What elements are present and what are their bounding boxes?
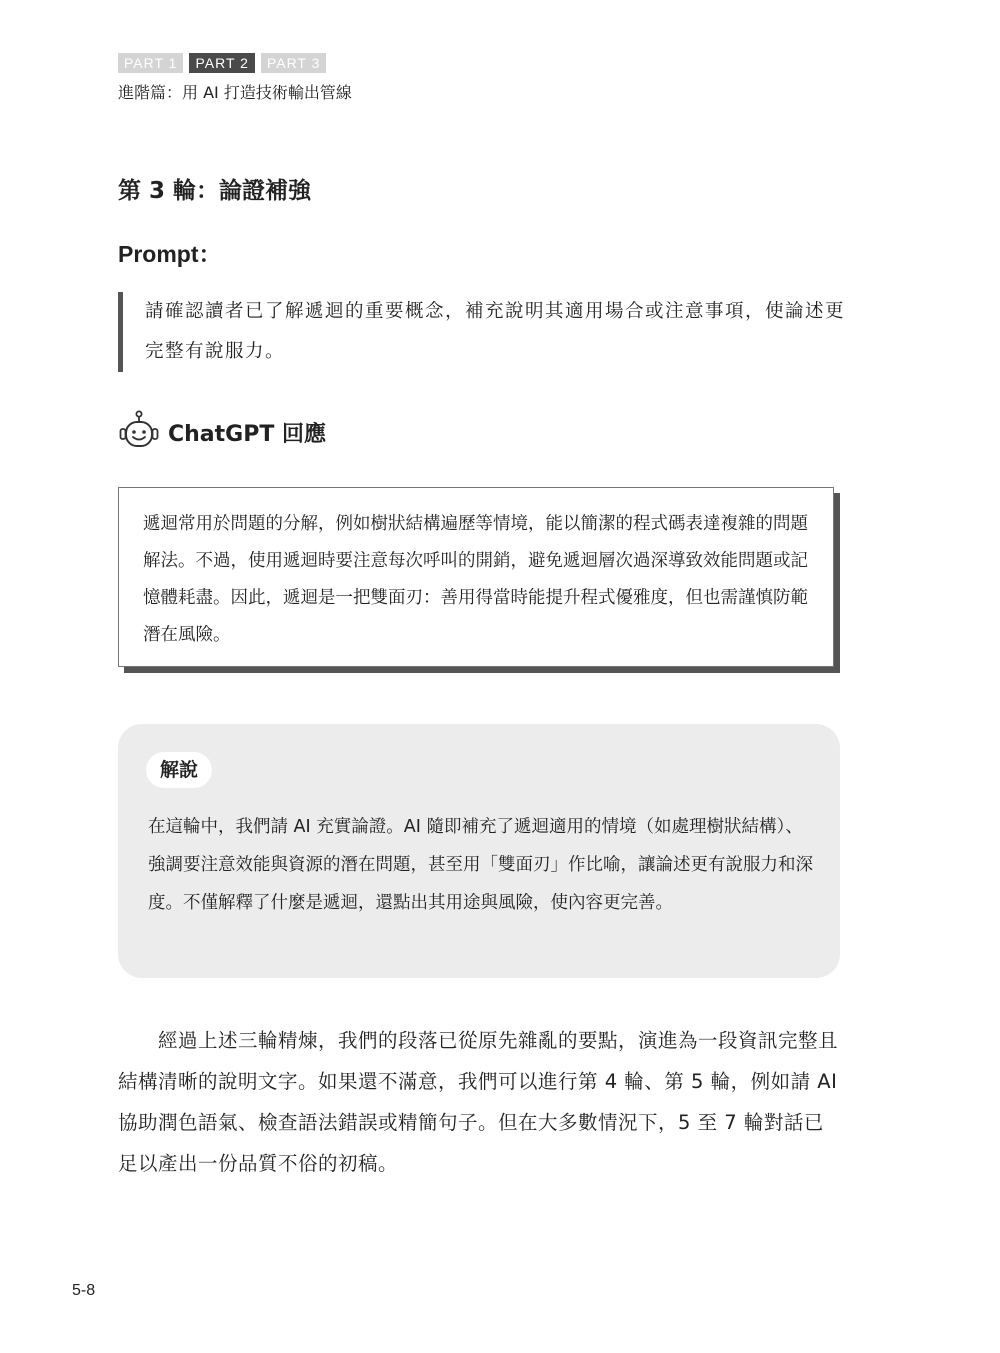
body-paragraph: 經過上述三輪精煉，我們的段落已從原先雜亂的要點，演進為一段資訊完整且結構清晰的說明文字。如果還不滿意，我們可以進行第 4 輪、第 5 輪，例如請 AI 協助潤色語氣、檢查語法錯誤或精簡句子。但在大多數情況下，5 至 7 輪對話已足以產出一份品質不俗的初稿。: [118, 1029, 839, 1175]
explanation-text: 在這輪中，我們請 AI 充實論證。AI 隨即補充了遞迴適用的情境（如處理樹狀結構）、強調要注意效能與資源的潛在問題，甚至用「雙面刃」作比喻，讓論述更有說服力和深度。不僅解釋了什麼是遞迴，還點出其用途與風險，使內容更完善。: [148, 817, 813, 913]
part-tabs: [118, 53, 326, 73]
part-tab-3: PART 3: [261, 53, 326, 73]
part-tab-1: PART 1: [118, 53, 183, 73]
explanation-badge: 解說: [146, 752, 212, 788]
section-heading: 第 3 輪：論證補強: [118, 178, 312, 204]
prompt-quote: 請確認讀者已了解遞迴的重要概念，補充說明其適用場合或注意事項，使論述更完整有說服力。: [118, 292, 848, 372]
explanation-panel: [118, 724, 840, 978]
prompt-label: Prompt：: [118, 241, 222, 267]
page-number: 5-8: [72, 1282, 96, 1299]
response-title: ChatGPT 回應: [168, 421, 327, 447]
robot-icon: [118, 410, 160, 454]
response-header: [118, 410, 326, 454]
chapter-subtitle: 進階篇：用 AI 打造技術輸出管線: [118, 83, 352, 102]
chatgpt-response-box: 遞迴常用於問題的分解，例如樹狀結構遍歷等情境，能以簡潔的程式碼表達複雜的問題解法。不過，使用遞迴時要注意每次呼叫的開銷，避免遞迴層次過深導致效能問題或記憶體耗盡。因此，遞迴是一把雙面刃：善用得當時能提升程式優雅度，但也需謹慎防範潛在風險。: [118, 487, 834, 667]
part-tab-2-active: PART 2: [189, 53, 254, 73]
